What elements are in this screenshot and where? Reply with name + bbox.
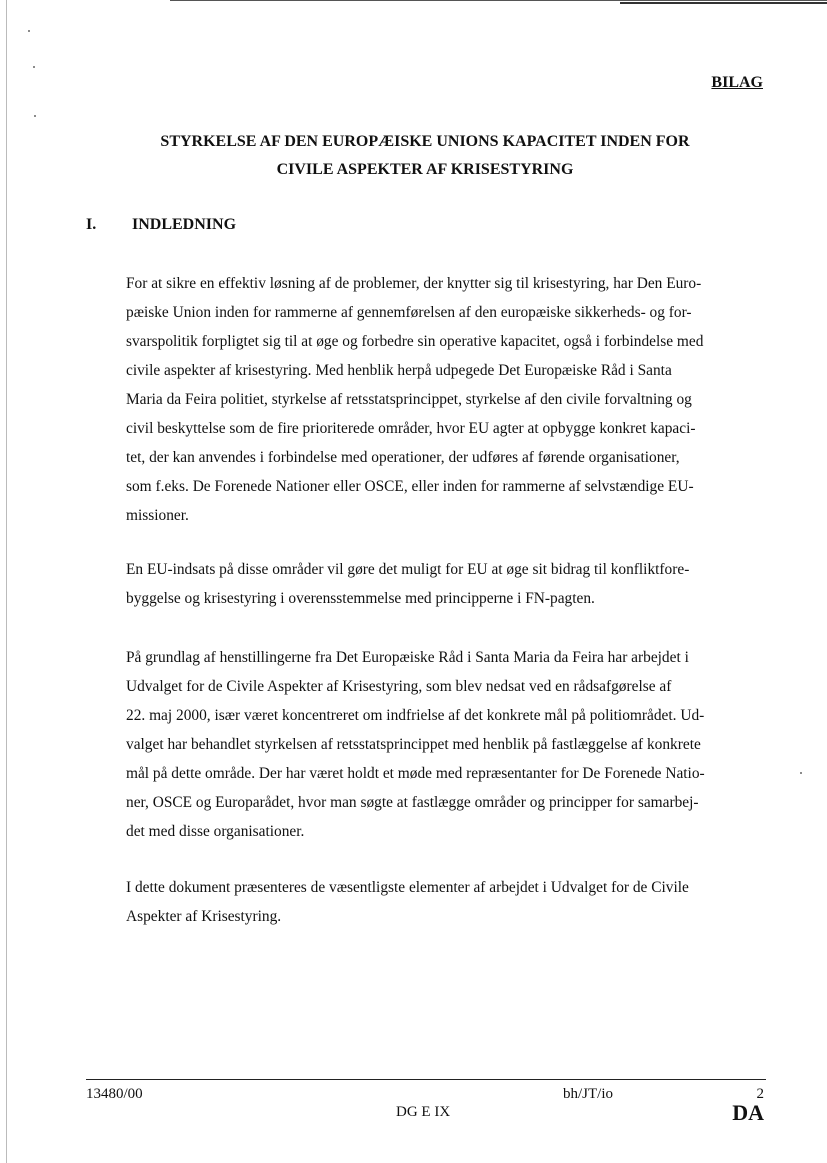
annex-label: BILAG — [711, 74, 763, 91]
paragraph-text — [126, 873, 766, 931]
paragraph-line: byggelse og krisestyring i overensstemmelse med principperne i FN-pagten. — [126, 590, 595, 607]
paragraph-line: Maria da Feira politiet, styrkelse af retsstatsprincippet, styrkelse af den civile forvaltning og — [126, 391, 692, 408]
footer-divider — [86, 1079, 766, 1080]
scan-artifact-top-line — [170, 0, 827, 1]
scan-artifact-left-edge — [6, 0, 7, 1163]
paragraph-line: ner, OSCE og Europarådet, hvor man søgte at fastlægge områder og principper for samarbej- — [126, 794, 699, 811]
scan-speck — [34, 115, 36, 117]
paragraph-line: 22. maj 2000, især været koncentreret om indfrielse af det konkrete mål på politiområdet. Ud- — [126, 707, 705, 724]
paragraph-line: I dette dokument præsenteres de væsentligste elementer af arbejdet i Udvalget for de Civile — [126, 879, 689, 896]
document-number: 13480/00 — [86, 1086, 143, 1102]
directorate-code: DG E IX — [396, 1104, 451, 1120]
page-number: 2 — [756, 1086, 764, 1102]
paragraph-line: civil beskyttelse som de fire prioriterede områder, hvor EU agter at opbygge konkret kapaci- — [126, 420, 696, 437]
paragraph-2 — [126, 555, 766, 643]
language-code: DA — [732, 1100, 764, 1125]
scan-speck — [800, 772, 802, 774]
document-title-line-2: CIVILE ASPEKTER AF KRISESTYRING — [276, 161, 574, 178]
paragraph-line: På grundlag af henstillingerne fra Det Europæiske Råd i Santa Maria da Feira har arbejdet i — [126, 649, 689, 666]
paragraph-line: svarspolitik forpligtet sig til at øge og forbedre sin operative kapacitet, også i forbindelse med — [126, 333, 704, 350]
document-title — [80, 128, 770, 184]
section-number: I. — [86, 216, 97, 233]
paragraph-3 — [126, 643, 766, 876]
paragraph-1 — [126, 269, 766, 560]
section-title: INDLEDNING — [132, 216, 237, 233]
paragraph-line: pæiske Union inden for rammerne af gennemførelsen af den europæiske sikkerheds- og for- — [126, 304, 692, 321]
scan-artifact-top-edge — [620, 2, 827, 4]
paragraph-text — [126, 555, 766, 613]
scan-speck — [33, 66, 35, 68]
scan-speck — [28, 30, 30, 32]
paragraph-line: Udvalget for de Civile Aspekter af Krisestyring, som blev nedsat ved en rådsafgørelse af — [126, 678, 672, 695]
paragraph-line: valget har behandlet styrkelsen af retsstatsprincippet med henblik på fastlæggelse af konkrete — [126, 736, 701, 753]
section-heading — [86, 216, 236, 234]
paragraph-line: En EU-indsats på disse områder vil gøre det muligt for EU at øge sit bidrag til konfliktfore- — [126, 561, 690, 578]
paragraph-line: det med disse organisationer. — [126, 823, 305, 840]
paragraph-line: tet, der kan anvendes i forbindelse med operationer, der udføres af førende organisationer, — [126, 449, 680, 466]
paragraph-line: Aspekter af Krisestyring. — [126, 908, 282, 925]
paragraph-line: som f.eks. De Forenede Nationer eller OSCE, eller inden for rammerne af selvstændige EU- — [126, 478, 694, 495]
paragraph-line: missioner. — [126, 507, 189, 524]
paragraph-line: civile aspekter af krisestyring. Med henblik herpå udpegede Det Europæiske Råd i Santa — [126, 362, 672, 379]
paragraph-line: For at sikre en effektiv løsning af de problemer, der knytter sig til krisestyring, har Den Euro- — [126, 275, 702, 292]
paragraph-line: mål på dette område. Der har været holdt et møde med repræsentanter for De Forenede Natio- — [126, 765, 705, 782]
paragraph-text — [126, 643, 766, 846]
author-initials: bh/JT/io — [563, 1086, 614, 1102]
paragraph-text — [126, 269, 766, 530]
paragraph-4 — [126, 873, 766, 961]
document-title-line-1: STYRKELSE AF DEN EUROPÆISKE UNIONS KAPACITET INDEN FOR — [160, 133, 690, 150]
